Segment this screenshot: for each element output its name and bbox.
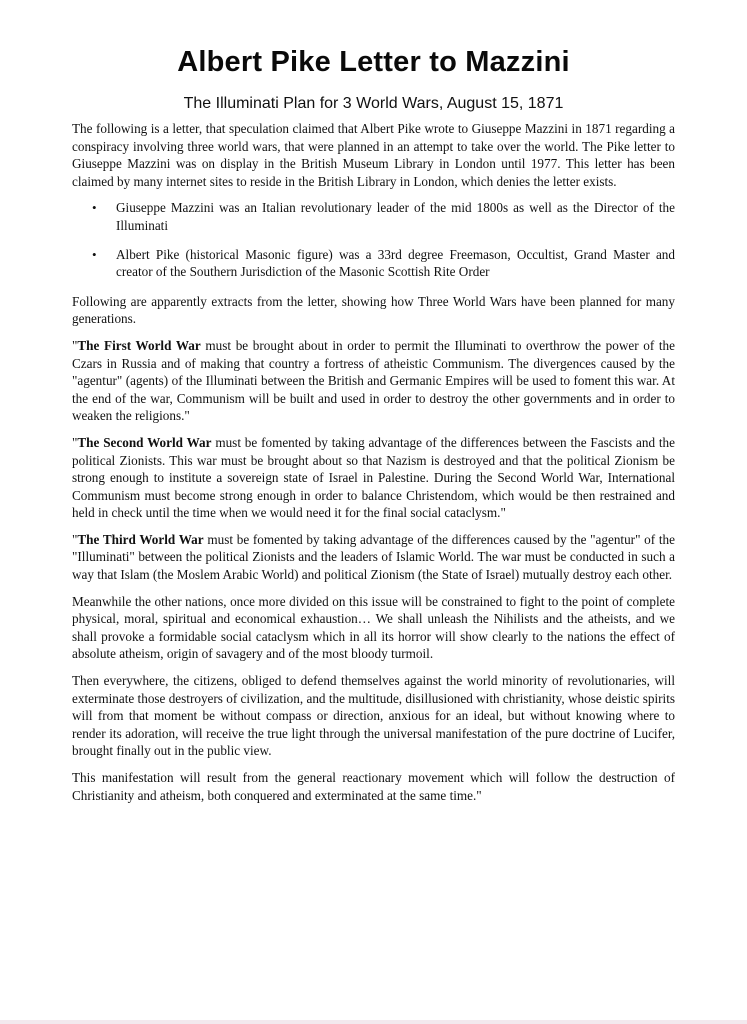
page-title: Albert Pike Letter to Mazzini <box>177 46 570 78</box>
list-item-text: Giuseppe Mazzini was an Italian revolutionary leader of the mid 1800s as well as the Director of the Illuminati <box>116 200 675 233</box>
page-bottom-edge <box>0 1020 747 1024</box>
third-world-war-paragraph <box>72 531 675 584</box>
quote-mark: " <box>72 337 78 353</box>
list-item <box>92 199 675 234</box>
then-paragraph: Then everywhere, the citizens, obliged to defend themselves against the world minority of revolutionaries, will exterminate those destroyers of civilization, and the multitude, disillusioned with christianity, whose deistic spirits will from that moment be without compass or direction, anxious for an ideal, but without knowing where to render its adoration, will receive the true light through the universal manifestation of the pure doctrine of Lucifer, brought finally out in the public view. <box>72 673 675 759</box>
first-world-war-text: must be brought about in order to permit the Illuminati to overthrow the power of the Czars in Russia and of making that country a fortress of atheistic Communism. The divergences caused by the "agentur" (agents) of the Illuminati between the British and Germanic Empires will be used to foment this war. At the end of the war, Communism will be built and used in order to destroy the other governments and in order to weaken the religions." <box>72 337 675 424</box>
final-paragraph: This manifestation will result from the general reactionary movement which will follow the destruction of Christianity and atheism, both conquered and exterminated at the same time." <box>72 770 675 803</box>
intro-paragraph: The following is a letter, that speculation claimed that Albert Pike wrote to Giuseppe Mazzini in 1871 regarding a conspiracy involving three world wars, that were planned in an attempt to take over the world. The Pike letter to Giuseppe Mazzini was on display in the British Museum Library in London until 1977. This letter has been claimed by many internet sites to reside in the British Library in London, which denies the letter exists. <box>72 121 675 189</box>
third-world-war-lead: The Third World War <box>77 531 204 547</box>
list-item <box>92 246 675 281</box>
bullet-icon: • <box>92 246 97 262</box>
second-world-war-lead: The Second World War <box>77 434 212 450</box>
second-world-war-text: must be fomented by taking advantage of the differences between the Fascists and the political Zionists. This war must be brought about so that Nazism is destroyed and that the political Zionism be strong enough to institute a sovereign state of Israel in Palestine. During the Second World War, International Communism must become strong enough in order to balance Christendom, which would be then restrained and held in check until the time when we would need it for the final social cataclysm." <box>72 434 675 521</box>
quote-mark: " <box>72 434 78 450</box>
page-subtitle: The Illuminati Plan for 3 World Wars, August 15, 1871 <box>183 95 564 112</box>
first-world-war-lead: The First World War <box>77 337 201 353</box>
first-world-war-paragraph <box>72 337 675 425</box>
third-world-war-text: must be fomented by taking advantage of the differences caused by the "agentur" of the "Illuminati" between the political Zionists and the leaders of Islamic World. The war must be conducted in such a way that Islam (the Moslem Arabic World) and political Zionism (the State of Israel) mutually destroy each other. <box>72 531 675 583</box>
bullet-list <box>72 199 675 280</box>
meanwhile-paragraph: Meanwhile the other nations, once more divided on this issue will be constrained to fight to the point of complete physical, moral, spiritual and economical exhaustion… We shall unleash the Nihilists and the atheists, and we shall provoke a formidable social cataclysm which in all its horror will show clearly to the nations the effect of absolute atheism, origin of savagery and of the most bloody turmoil. <box>72 593 675 662</box>
second-world-war-paragraph <box>72 434 675 522</box>
bullet-icon: • <box>92 200 97 216</box>
following-paragraph: Following are apparently extracts from the letter, showing how Three World Wars have been planned for many generations. <box>72 293 675 327</box>
list-item-text: Albert Pike (historical Masonic figure) was a 33rd degree Freemason, Occultist, Grand Master and creator of the Southern Jurisdiction of the Masonic Scottish Rite Order <box>116 246 675 280</box>
quote-mark: " <box>72 531 78 547</box>
